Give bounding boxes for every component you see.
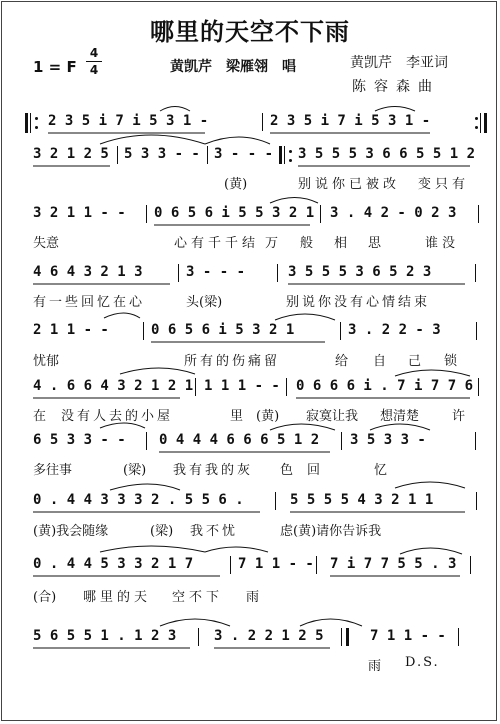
lyric: 在 <box>33 409 47 424</box>
barline <box>476 492 477 510</box>
notes-measure: 3 5 3 3 - <box>350 432 426 448</box>
lyric: (黄) <box>256 409 280 424</box>
notes-measure: 5 3 3 - - <box>124 146 200 162</box>
lyric: 所有的伤痛留 <box>184 354 281 369</box>
notes-measure: 0 6 6 6 i . 7 i 7 7 6 <box>296 378 474 394</box>
notes-measure: 7 1 1 - - <box>238 556 314 572</box>
singers-credit: 黄凯芹 梁雁翎 唱 <box>170 59 296 75</box>
time-signature-bottom: 4 <box>89 63 99 77</box>
lyric: 忧郁 <box>33 354 60 369</box>
barline <box>146 205 147 223</box>
notes-measure: 1 1 1 - - <box>204 378 280 394</box>
lyric: 我不忧 <box>190 524 239 539</box>
notes-measure: 5 5 5 5 4 3 2 1 1 <box>290 492 434 508</box>
lyric: 般 <box>300 236 314 251</box>
repeat-end-barline <box>480 113 481 133</box>
notes-measure: 0 4 4 4 6 6 6 5 1 2 <box>159 432 320 448</box>
barline <box>340 322 341 340</box>
barline <box>286 378 287 396</box>
ds-marking: D.S. <box>405 655 440 670</box>
lyric: 许 <box>452 409 466 424</box>
notes-measure: 3 5 5 5 3 6 6 5 5 1 2 <box>298 146 476 162</box>
repeat-dot <box>35 117 38 120</box>
lyric: 别说你没有心情结束 <box>286 295 431 310</box>
notes-measure: 7 1 1 - - <box>370 628 446 644</box>
barline <box>30 113 31 133</box>
lyric: 色回 <box>280 463 335 478</box>
barline <box>458 628 459 646</box>
notes-measure: 0 . 4 4 3 3 3 2 . 5 5 6 . <box>33 492 244 508</box>
lyric: 思 <box>368 236 382 251</box>
notes-measure: 3 . 2 2 - 3 <box>348 322 441 338</box>
notes-measure: 2 3 5 i 7 i 5 3 1 - <box>270 113 431 129</box>
lyric: (合) <box>33 590 57 605</box>
lyricist-credit: 黄凯芹 李亚词 <box>350 55 448 71</box>
repeat-dot <box>289 150 292 153</box>
lyric: 头(梁) <box>186 295 223 310</box>
notes-measure: 0 . 4 4 5 3 3 2 1 7 <box>33 556 194 572</box>
barline <box>178 264 179 282</box>
lyric: (黄) <box>224 177 248 192</box>
notes-measure: 3 2 1 1 - - <box>33 205 126 221</box>
notes-measure: 3 2 1 2 5 <box>33 146 109 162</box>
barline <box>195 378 196 396</box>
notes-measure: 0 6 5 6 i 5 3 2 1 <box>151 322 295 338</box>
lyric: 多往事 <box>33 463 73 478</box>
barline <box>262 113 263 131</box>
lyric: 失意 <box>33 236 60 251</box>
barline <box>146 432 147 450</box>
barline <box>478 378 479 396</box>
lyric: 想清楚 <box>380 409 420 424</box>
lyric: 寂寞让我 <box>306 409 359 424</box>
barline <box>470 556 471 574</box>
repeat-start-barline <box>279 146 282 164</box>
barline <box>143 322 144 340</box>
notes-measure: 3 . 4 2 - 0 2 3 <box>330 205 457 221</box>
time-signature <box>86 46 102 77</box>
time-signature-top: 4 <box>89 46 99 60</box>
repeat-end-barline-thick <box>484 113 487 133</box>
barline <box>320 205 321 223</box>
barline <box>275 492 276 510</box>
composer-credit: 陈容森曲 <box>352 79 440 95</box>
barline <box>478 205 479 223</box>
lyric: 忆 <box>374 463 388 478</box>
lyric: 锁 <box>444 354 458 369</box>
repeat-dot <box>289 159 292 162</box>
lyric: 没有人去的小屋 <box>61 409 174 424</box>
lyric: 别说你已被改 <box>298 177 401 192</box>
repeat-dot <box>475 117 478 120</box>
lyric: 变只有 <box>418 177 470 192</box>
lyric: 雨 <box>246 590 260 605</box>
notes-measure: 3 5 5 5 3 6 5 2 3 <box>288 264 432 280</box>
lyric: 雨 <box>368 659 382 674</box>
notes-measure: 7 i 7 7 5 5 . 3 <box>330 556 457 572</box>
barline <box>341 432 342 450</box>
lyric: 己 <box>408 354 422 369</box>
lyric: 哪里的天 <box>83 590 152 605</box>
barline <box>284 146 285 164</box>
barline <box>230 556 231 574</box>
barline <box>316 556 317 574</box>
notes-measure: 4 6 4 3 2 1 3 <box>33 264 143 280</box>
barline <box>198 628 199 646</box>
lyric: 自 <box>373 354 387 369</box>
notes-measure: 6 5 3 3 - - <box>33 432 126 448</box>
lyric: 有一些回忆在心 <box>33 295 146 310</box>
notes-measure: 3 . 2 2 1 2 5 <box>214 628 324 644</box>
lyric: 里 <box>230 409 244 424</box>
lyric: 心有千千结 <box>174 236 260 251</box>
barline <box>277 264 278 282</box>
notes-measure: 3 - - - <box>186 264 246 280</box>
barline <box>117 146 118 164</box>
barline <box>476 322 477 340</box>
notes-measure: 0 6 5 6 i 5 5 3 2 1 <box>154 205 315 221</box>
lyric: 虑(黄)请你告诉我 <box>280 524 382 539</box>
key-signature: 1 = F <box>33 58 77 76</box>
lyric: (梁) <box>123 463 147 478</box>
barline <box>475 432 476 450</box>
repeat-dot <box>35 126 38 129</box>
lyric: (梁) <box>150 524 174 539</box>
lyric: 空不下 <box>172 590 224 605</box>
notes-measure: 5 6 5 5 1 . 1 2 3 <box>33 628 177 644</box>
notes-measure: 4 . 6 6 4 3 2 1 2 1 <box>33 378 194 394</box>
barline <box>475 264 476 282</box>
repeat-dot <box>475 126 478 129</box>
lyric: 我有我的灰 <box>173 463 254 478</box>
barline <box>207 146 208 164</box>
notes-measure: 2 1 1 - - <box>33 322 109 338</box>
lyric: 给 <box>335 354 349 369</box>
lyric: 万 <box>265 236 279 251</box>
notes-measure: 2 3 5 i 7 i 5 3 1 - <box>48 113 209 129</box>
lyric: 相 <box>334 236 348 251</box>
notes-measure: 3 - - - <box>214 146 274 162</box>
lyric: (黄)我会随缘 <box>33 524 109 539</box>
repeat-start-barline <box>25 113 28 133</box>
section-barline <box>346 628 349 646</box>
lyric: 谁没 <box>425 236 460 251</box>
barline <box>341 628 342 646</box>
song-title: 哪里的天空不下雨 <box>150 18 350 46</box>
